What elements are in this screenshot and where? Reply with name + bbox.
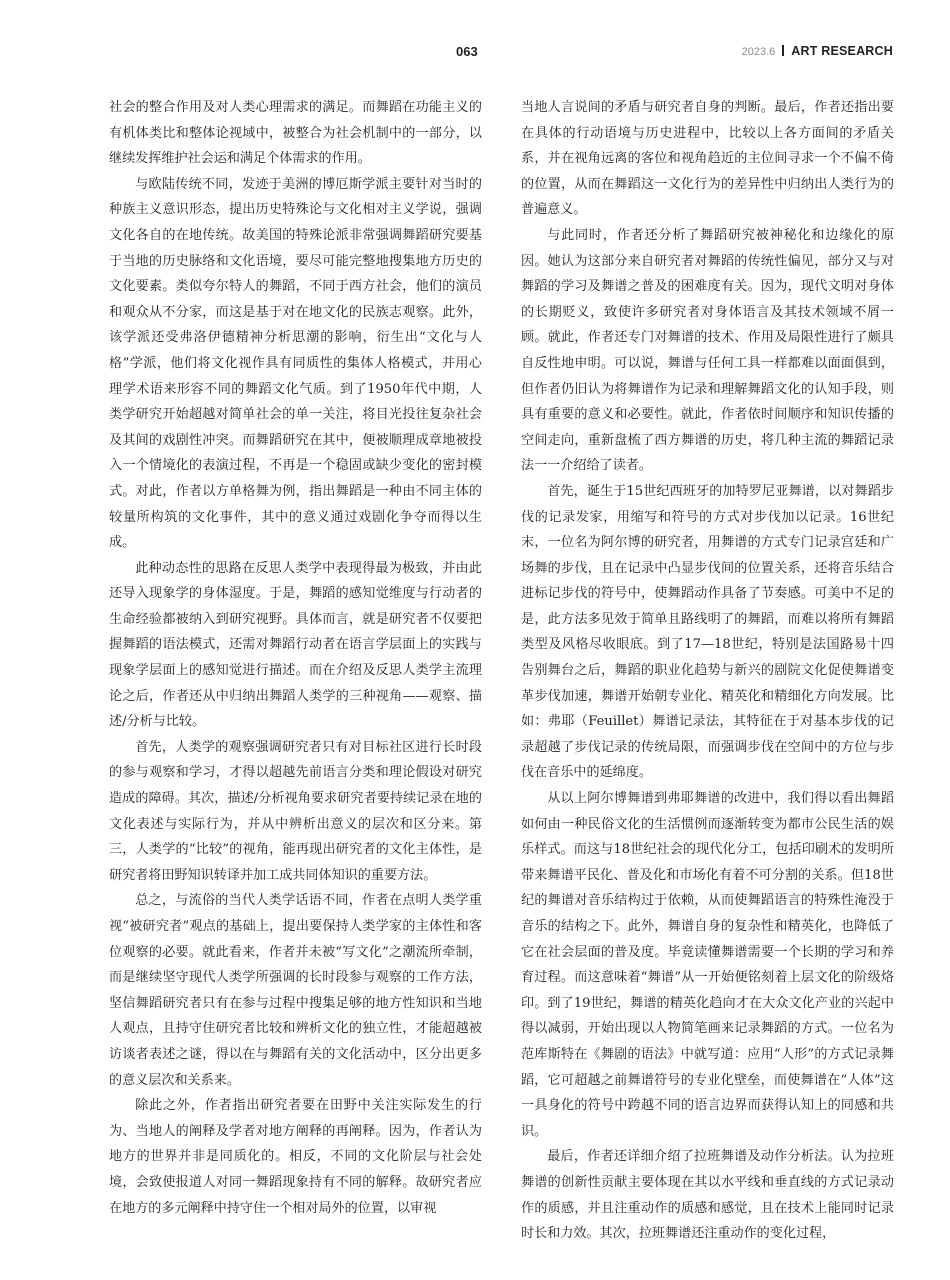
page-header xyxy=(0,44,950,64)
issue-label: 2023.6 xyxy=(741,46,776,58)
paragraph: 最后，作者还详细介绍了拉班舞谱及动作分析法。认为拉班舞谱的创新性贡献主要体现在其以水平线和垂直线的方式记录动作的质感，并且注重动作的质感和感觉，且在技术上能同时记录时长和力效。其次，拉班舞谱还注重动作的变化过程， xyxy=(521,1149,894,1242)
paragraph: 此种动态性的思路在反思人类学中表现得最为极致，并由此还导入现象学的身体湿度。于是，舞蹈的感知觉维度与行动者的生命经验都被纳入到研究视野。具体而言，就是研究者不仅要把握舞蹈的语法模式，还需对舞蹈行动者在语言学层面上的实践与现象学层面上的感知觉进行描述。而在介绍及反思人类学主流理论之后，作者还从中归纳出舞蹈人类学的三种视角——观察、描述/分析与比较。 xyxy=(109,560,482,730)
page-number: 063 xyxy=(456,44,478,59)
left-column xyxy=(109,95,482,1221)
journal-name: ART RESEARCH xyxy=(791,44,893,58)
paragraph: 与此同时，作者还分析了舞蹈研究被神秘化和边缘化的原因。她认为这部分来自研究者对舞蹈的传统性偏见，部分又与对舞蹈的学习及舞谱之普及的困难度有关。因为，现代文明对身体的长期贬义，致使许多研究者对身体语言及其技术领域不屑一顾。就此，作者还专门对舞谱的技术、作用及局限性进行了颇具自反性地申明。可以说，舞谱与任何工具一样都难以面面俱到，但作者仍旧认为将舞谱作为记录和理解舞蹈文化的认知手段，则具有重要的意义和必要性。就此，作者依时间顺序和知识传播的空间走向，重新盘梳了西方舞谱的历史，将几种主流的舞蹈记录法一一介绍给了读者。 xyxy=(521,227,894,474)
paragraph: 从以上阿尔博舞谱到弗耶舞谱的改进中，我们得以看出舞蹈如何由一种民俗文化的生活惯例而逐渐转变为都市公民生活的娱乐样式。而这与18世纪社会的现代化分工，包括印刷术的发明所带来舞谱平民化、普及化和市场化有着不可分割的关系。但18世纪的舞谱对音乐结构过于依赖，从而使舞蹈语言的特殊性淹没于音乐的结构之下。此外，舞谱自身的复杂性和精英化，也降低了它在社会层面的普及度。毕竟读懂舞谱需要一个长期的学习和养育过程。而这意味着“舞谱”从一开始便铭刻着上层文化的阶级烙印。到了19世纪，舞谱的精英化趋向才在大众文化产业的兴起中得以减弱，开始出现以人物简笔画来记录舞蹈的方式。一位名为范库斯特在《舞剧的语法》中就写道：应用“人形”的方式记录舞蹈，它可超越之前舞谱符号的专业化壁垒，而使舞谱在“人体”这一具身化的符号中跨越不同的语言边界而获得认知上的同感和共识。 xyxy=(521,791,894,1139)
header-divider xyxy=(782,45,784,56)
paragraph: 除此之外，作者指出研究者要在田野中关注实际发生的行为、当地人的阐释及学者对地方阐释的再阐释。因为，作者认为地方的世界并非是同质化的。相反，不同的文化阶层与社会处境，会致使报道人对同一舞蹈现象持有不同的解释。故研究者应在地方的多元阐释中持守住一个相对局外的位置，以审视 xyxy=(109,1098,482,1216)
paragraph: 总之，与流俗的当代人类学话语不同，作者在点明人类学重视“被研究者”观点的基础上，提出要保持人类学家的主体性和客位观察的必要。就此看来，作者并未被“写文化”之潮流所牵制，而是继续坚守现代人类学所强调的长时段参与观察的工作方法，坚信舞蹈研究者只有在参与过程中搜集足够的地方性知识和当地人观点，且持守住研究者比较和辨析文化的独立性，才能超越被访谈者表述之谜，得以在与舞蹈有关的文化活动中，区分出更多的意义层次和关系来。 xyxy=(109,893,482,1088)
paragraph: 与欧陆传统不同，发迹于美洲的博厄斯学派主要针对当时的种族主义意识形态，提出历史特殊论与文化相对主义学说，强调文化各自的在地传统。故美国的特殊论派非常强调舞蹈研究要基于当地的历史脉络和文化语境，要尽可能完整地搜集地方历史的文化要素。类似夸尔特人的舞蹈，不同于西方社会，他们的演员和观众从不分家，而这是基于对在地文化的民族志观察。此外，该学派还受弗洛伊德精神分析思潮的影响，衍生出“文化与人格”学派，他们将文化视作具有同质性的集体人格模式，并用心理学术语来形容不同的舞蹈文化气质。到了1950年代中期，人类学研究开始超越对简单社会的单一关注，将目光投往复杂社会及其间的戏剧性冲突。而舞蹈研究在其中，便被顺理成章地被投入一个情境化的表演过程，不再是一个稳固或缺少变化的密封模式。对此，作者以方单格舞为例，指出舞蹈是一种由不同主体的较量所构筑的文化事件，其中的意义通过戏剧化争夺而得以生成。 xyxy=(109,176,482,551)
journal-header xyxy=(742,44,893,58)
paragraph: 首先，人类学的观察强调研究者只有对目标社区进行长时段的参与观察和学习，才得以超越先前语言分类和理论假设对研究造成的障碍。其次，描述/分析视角要求研究者要持续记录在地的文化表述与实际行为，并从中辨析出意义的层次和区分来。第三，人类学的“比较”的视角，能再现出研究者的文化主体性，是研究者将田野知识转译并加工成共同体知识的重要方法。 xyxy=(109,739,482,883)
paragraph: 首先，诞生于15世纪西班牙的加特罗尼亚舞谱，以对舞蹈步伐的记录发家，用缩写和符号的方式对步伐加以记录。16世纪末，一位名为阿尔博的研究者，用舞谱的方式专门记录宫廷和广场舞的步伐，且在记录中凸显步伐间的位置关系，还将音乐结合进标记步伐的符号中，使舞蹈动作具备了节奏感。可美中不足的是，此方法多见效于简单且路线明了的舞蹈，而难以将所有舞蹈类型及风格尽收眼底。到了17—18世纪，特别是法国路易十四告别舞台之后，舞蹈的职业化趋势与新兴的剧院文化促使舞谱变革步伐加速，舞谱开始朝专业化、精英化和精细化方向发展。比如：弗耶（Feuillet）舞谱记录法，其特征在于对基本步伐的记录超越了步伐记录的传统局限，而强调步伐在空间中的方位与步伐在音乐中的延绵度。 xyxy=(521,483,894,781)
paragraph: 当地人言说间的矛盾与研究者自身的判断。最后，作者还指出要在具体的行动语境与历史进程中，比较以上各方面间的矛盾关系，并在视角远离的客位和视角趋近的主位间寻求一个不偏不倚的位置，从而在舞蹈这一文化行为的差异性中归纳出人类行为的普遍意义。 xyxy=(521,100,894,218)
right-column xyxy=(521,95,894,1247)
paragraph: 社会的整合作用及对人类心理需求的满足。而舞蹈在功能主义的有机体类比和整体论视域中，被整合为社会机制中的一部分，以继续发挥维护社会运和满足个体需求的作用。 xyxy=(109,100,482,167)
